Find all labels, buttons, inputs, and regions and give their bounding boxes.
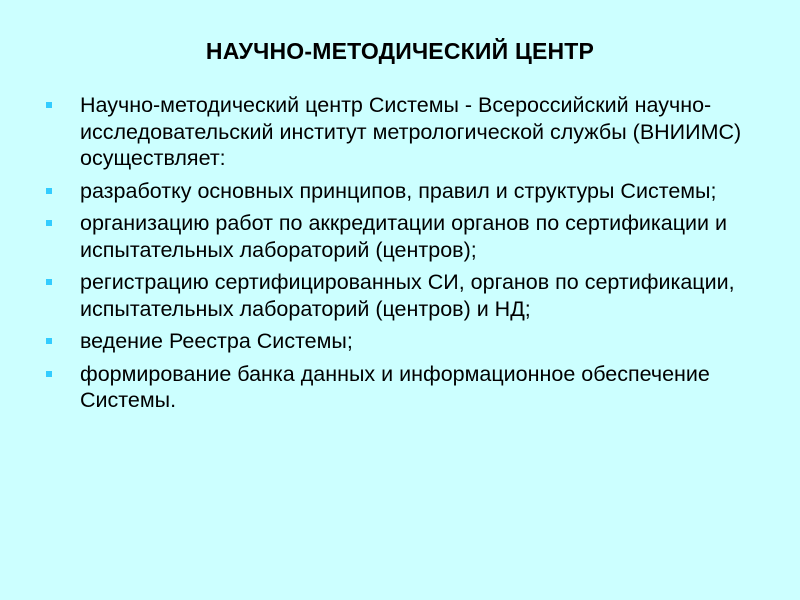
bullet-text: организацию работ по аккредитации органов по сертификации и испытательных лабораторий (центров); <box>80 211 728 262</box>
bullet-item <box>46 361 746 414</box>
bullet-text: регистрацию сертифицированных СИ, органов по сертификации, испытательных лабораторий (центров) и НД; <box>80 270 735 321</box>
bullet-text: разработку основных принципов, правил и структуры Системы; <box>80 178 717 203</box>
square-bullet-icon <box>46 371 52 377</box>
bullet-item <box>46 210 746 263</box>
slide-title: НАУЧНО-МЕТОДИЧЕСКИЙ ЦЕНТР <box>205 38 595 64</box>
square-bullet-icon <box>46 338 52 344</box>
square-bullet-icon <box>46 102 52 108</box>
bullet-item <box>46 269 746 322</box>
square-bullet-icon <box>46 279 52 285</box>
bullet-text: формирование банка данных и информационное обеспечение Системы. <box>80 361 710 412</box>
square-bullet-icon <box>46 220 52 226</box>
bullet-item <box>46 328 746 355</box>
bullet-item <box>46 92 746 172</box>
square-bullet-icon <box>46 188 52 194</box>
bullet-item <box>46 178 746 205</box>
bullet-text: Научно-методический центр Системы - Всероссийский научно-исследовательский институт метрологической службы (ВНИИМС) осуществляет: <box>80 93 742 170</box>
bullet-list <box>46 92 746 420</box>
bullet-text: ведение Реестра Системы; <box>80 329 353 353</box>
